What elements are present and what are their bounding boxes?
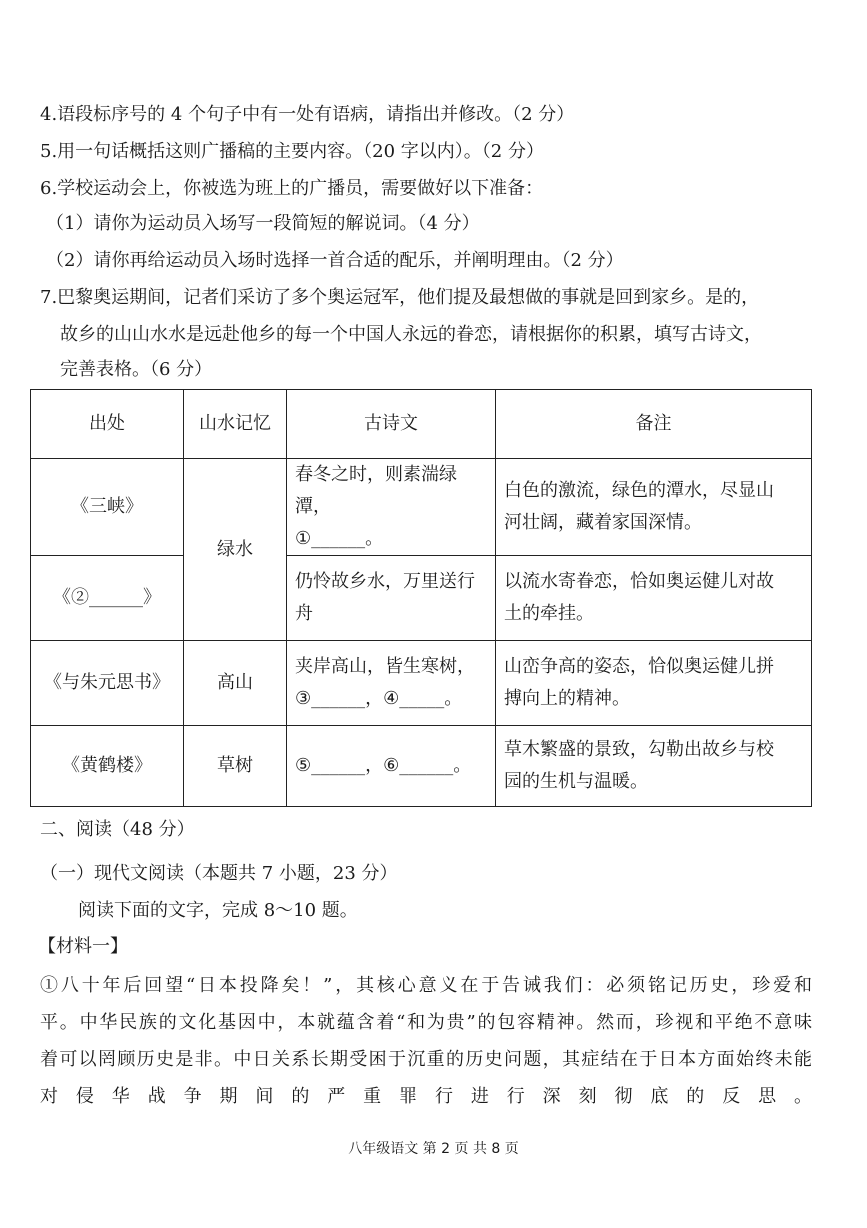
blank-1[interactable]: ①______。 <box>295 528 384 549</box>
poem-line: 舟 <box>295 603 313 624</box>
question-7-line-1: 7.巴黎奥运期间，记者们采访了多个奥运冠军，他们提及最想做的事就是回到家乡。是的， <box>40 287 760 308</box>
note-line: 山峦争高的姿态，恰似奥运健儿拼 <box>504 656 774 677</box>
question-7-line-2: 故乡的山山水水是远赴他乡的每一个中国人永远的眷恋，请根据你的积累，填写古诗文， <box>60 324 762 345</box>
note-cell <box>496 459 812 556</box>
table-header-row <box>31 390 812 459</box>
poem-cell <box>287 556 496 641</box>
question-7-line-3: 完善表格。（6 分） <box>60 359 213 380</box>
source-cell: 《与朱元思书》 <box>31 641 184 726</box>
memory-cell: 绿水 <box>184 459 287 641</box>
page-footer: 八年级语文 第 2 页 共 8 页 <box>348 1141 519 1157</box>
paragraph-line: 着可以罔顾历史是非。中日关系长期受困于沉重的历史问题，其症结在于日本方面始终未能 <box>40 1049 812 1070</box>
material-paragraph <box>40 967 812 1115</box>
question-4: 4.语段标序号的 4 个句子中有一处有语病，请指出并修改。（2 分） <box>40 104 575 125</box>
poem-line: 夹岸高山，皆生寒树， <box>295 656 475 677</box>
source-cell-blank-2[interactable]: 《②______》 <box>31 556 184 641</box>
poem-line: 春冬之时，则素湍绿潭， <box>295 464 457 517</box>
table-row <box>31 459 812 556</box>
source-cell: 《三峡》 <box>31 459 184 556</box>
paragraph-line: ①八十年后回望“日本投降矣！”，其核心意义在于告诫我们：必须铭记历史，珍爱和 <box>40 975 812 996</box>
note-cell <box>496 726 812 807</box>
note-line: 园的生机与温暖。 <box>504 771 648 792</box>
note-line: 草木繁盛的景致，勾勒出故乡与校 <box>504 739 774 760</box>
reading-instruction: 阅读下面的文字，完成 8～10 题。 <box>78 900 358 921</box>
header-poem: 古诗文 <box>287 390 496 459</box>
table-row <box>31 726 812 807</box>
note-line: 搏向上的精神。 <box>504 688 630 709</box>
poem-line: 仍怜故乡水，万里送行 <box>295 571 475 592</box>
question-6: 6.学校运动会上，你被选为班上的广播员，需要做好以下准备： <box>40 178 544 199</box>
question-6-part-1: （1）请你为运动员入场写一段简短的解说词。（4 分） <box>46 213 480 234</box>
question-5: 5.用一句话概括这则广播稿的主要内容。（20 字以内）。（2 分） <box>40 141 544 162</box>
note-cell <box>496 556 812 641</box>
material-label: 【材料一】 <box>38 936 128 957</box>
paragraph-line: 平。中华民族的文化基因中，本就蕴含着“和为贵”的包容精神。然而，珍视和平绝不意味 <box>40 1012 812 1033</box>
header-memory: 山水记忆 <box>184 390 287 459</box>
poem-cell <box>287 641 496 726</box>
note-line: 以流水寄眷恋，恰如奥运健儿对故 <box>504 571 774 592</box>
note-cell <box>496 641 812 726</box>
memory-cell: 高山 <box>184 641 287 726</box>
paragraph-line: 对侵华战争期间的严重罪行进行深刻彻底的反思。 <box>40 1086 812 1107</box>
table-row <box>31 556 812 641</box>
note-line: 土的牵挂。 <box>504 603 594 624</box>
table-row <box>31 641 812 726</box>
note-line: 河壮阔，藏着家国深情。 <box>504 512 702 533</box>
section-2-subtitle: （一）现代文阅读（本题共 7 小题，23 分） <box>40 863 398 884</box>
poem-cell <box>287 459 496 556</box>
section-2-title: 二、阅读（48 分） <box>40 819 195 840</box>
question-6-part-2: （2）请你再给运动员入场时选择一首合适的配乐，并阐明理由。（2 分） <box>46 250 624 271</box>
poem-cell <box>287 726 496 807</box>
note-line: 白色的激流，绿色的潭水，尽显山 <box>504 480 774 501</box>
source-cell: 《黄鹤楼》 <box>31 726 184 807</box>
blank-3-4[interactable]: ③______，④_____。 <box>295 688 463 709</box>
memory-cell: 草树 <box>184 726 287 807</box>
header-note: 备注 <box>496 390 812 459</box>
blank-5-6[interactable]: ⑤______，⑥______。 <box>295 755 472 776</box>
poetry-table <box>30 389 812 807</box>
header-source: 出处 <box>31 390 184 459</box>
